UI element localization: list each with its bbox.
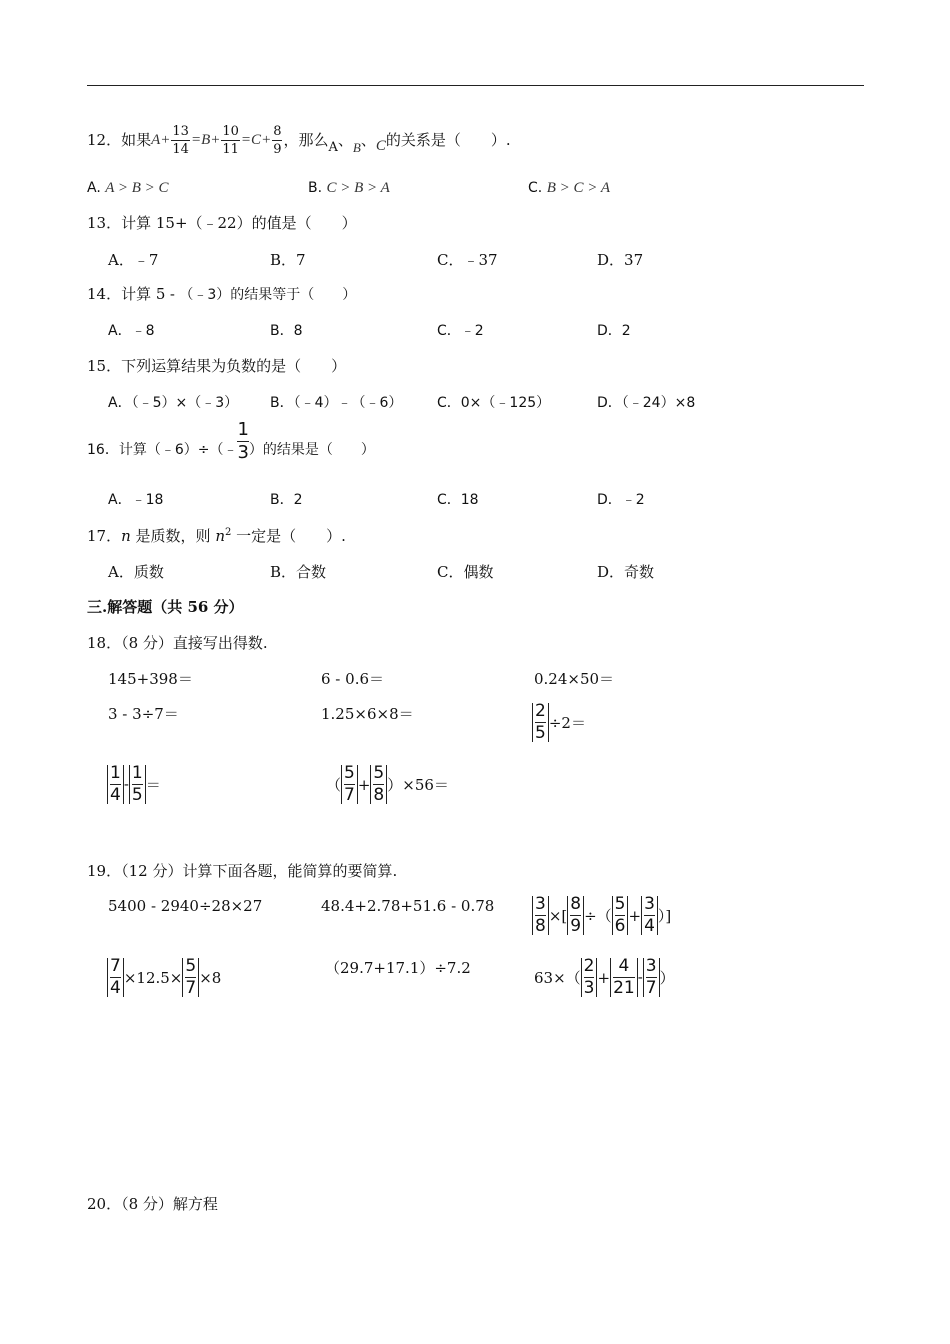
question-12 [87, 120, 511, 160]
question-20: 20．（8 分）解方程 [87, 1195, 218, 1213]
fraction-10-11: $\frac{10}{11}$ [222, 123, 239, 157]
fraction-1-4: 1 4 [107, 765, 124, 804]
header-rule [87, 85, 864, 86]
option-c: C．18 [437, 492, 479, 508]
fraction-2-5: $\frac{2}{5}$ [532, 703, 549, 742]
option-a: A．﹣18 [108, 492, 164, 508]
question-18: 18．（8 分）直接写出得数. [87, 634, 268, 652]
option-c: C. B > C > A [528, 180, 610, 196]
question-text: 如果 [121, 131, 152, 149]
expression: $\frac{7}{4}$ ×12.5× $\frac{5}{7}$ ×8 [107, 958, 221, 997]
expression: 6 - 0.6＝ [321, 670, 385, 688]
var-c: C [251, 132, 262, 148]
option-c: C．0×（﹣125） [437, 395, 551, 411]
option-b: B．2 [270, 492, 303, 508]
option-d: D．2 [597, 323, 631, 339]
question-15: 15．下列运算结果为负数的是（ ） [87, 357, 347, 375]
expression: （ 5 7 + $\frac{5}{8}$ ）×56＝ [326, 763, 449, 805]
option-a: A．质数 [108, 563, 164, 581]
option-b: B. C > B > A [308, 180, 390, 196]
expression: 48.4+2.78+51.6 - 0.78 [321, 897, 495, 915]
expression: 3 - 3÷7＝ [108, 705, 179, 723]
option-b: B．7 [270, 251, 306, 269]
plus-sign: + [261, 132, 272, 148]
equals-sign: = [190, 132, 202, 148]
var-b: B [352, 140, 361, 155]
expression: 1.25×6×8＝ [321, 705, 414, 723]
question-16: 16．计算（﹣6）÷（﹣ 1 3 ）的结果是（ ） [87, 418, 375, 463]
var-c: C [375, 138, 386, 154]
question-13: 13．计算 15+（﹣22）的值是（ ） [87, 214, 357, 232]
plus-sign: + [210, 132, 221, 148]
fraction-5-7: $\frac{5}{7}$ [182, 958, 199, 997]
expression: 1 4 - 1 5 ＝ [107, 765, 161, 804]
option-d: D．37 [597, 251, 644, 269]
option-c: C．﹣37 [437, 251, 498, 269]
equals-sign: = [240, 132, 252, 148]
fraction-3-7: 3 7 [643, 958, 660, 997]
fraction-3-4: $\frac{3}{4}$ [641, 896, 658, 935]
fraction-4-21: $\frac{4}{21}$ [610, 958, 638, 997]
expression: 5400 - 2940÷28×27 [108, 897, 263, 915]
fraction-7-4: $\frac{7}{4}$ [107, 958, 124, 997]
expression: 145+398＝ [108, 670, 193, 688]
option-a: A．（﹣5）×（﹣3） [108, 395, 239, 411]
option-d: D．奇数 [597, 563, 655, 581]
section-heading: 三.解答题（共 56 分） [87, 598, 244, 616]
question-text: ，那么 [283, 131, 329, 149]
question-19: 19．（12 分）计算下面各题，能简算的要简算. [87, 862, 398, 880]
option-b: B．合数 [270, 563, 327, 581]
option-c: C．偶数 [437, 563, 494, 581]
expression: （29.7+17.1）÷7.2 [325, 959, 471, 977]
fraction-5-6: 5 6 [612, 896, 629, 935]
var-a: A [328, 140, 338, 155]
fraction-3-8: $\frac{3}{8}$ [532, 896, 549, 935]
fraction-1-5: 1 5 [129, 765, 146, 804]
separator: 、 [337, 131, 353, 149]
option-a: A．﹣7 [108, 251, 159, 269]
question-number: 12． [87, 131, 122, 149]
option-a: A. A > B > C [87, 180, 169, 196]
question-17: 17．n 是质数，则 $n^2$ 一定是（ ）. [87, 527, 346, 545]
fraction-2-3: 2 3 [581, 958, 598, 997]
separator: 、 [360, 131, 376, 149]
plus-sign: + [160, 132, 171, 148]
fraction-1-3: 1 3 [237, 418, 249, 463]
option-b: B．8 [270, 323, 303, 339]
fraction-8-9: $\frac{8}{9}$ [273, 123, 282, 157]
expression: 63×（ 2 3 + $\frac{4}{21}$ - 3 7 ） [534, 956, 675, 998]
option-c: C．﹣2 [437, 323, 484, 339]
option-d: D．﹣2 [597, 492, 645, 508]
expression: $\frac{2}{5}$ ÷2＝ [532, 703, 586, 742]
option-a: A．﹣8 [108, 323, 155, 339]
question-14: 14．计算 5 - （﹣3）的结果等于（ ） [87, 285, 357, 303]
expression: 0.24×50＝ [534, 670, 615, 688]
fraction-5-7: 5 7 [341, 765, 358, 804]
expression: $\frac{3}{8}$ ×[ $\frac{8}{9}$ ÷（ 5 6 + $\frac{3}{4}$ ）] [532, 896, 671, 935]
option-d: D．（﹣24）×8 [597, 395, 696, 411]
option-b: B．（﹣4）﹣（﹣6） [270, 395, 403, 411]
var-a: A [151, 132, 161, 148]
fraction-8-9: $\frac{8}{9}$ [567, 896, 584, 935]
fraction-13-14: $\frac{13}{14}$ [172, 123, 189, 157]
question-text: 的关系是（ ）. [385, 131, 511, 149]
fraction-5-8: $\frac{5}{8}$ [370, 765, 387, 804]
var-b: B [201, 132, 211, 148]
